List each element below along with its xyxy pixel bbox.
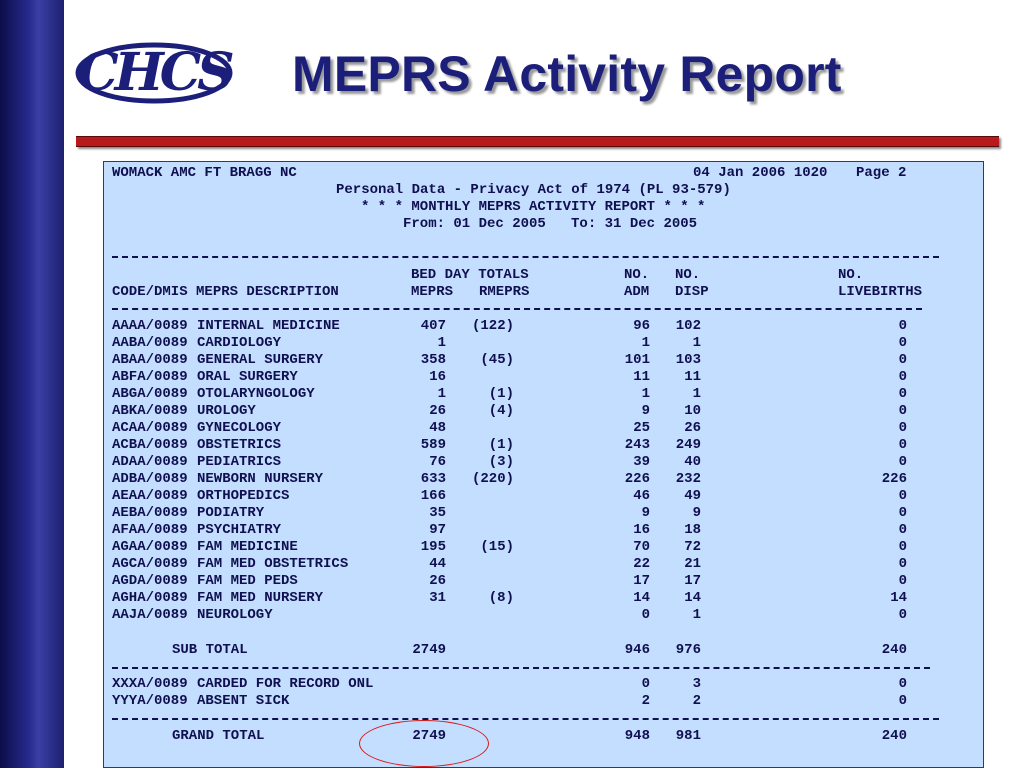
- header-bed-day-totals: BED DAY TOTALS: [411, 267, 529, 283]
- row-adm: 46: [633, 488, 650, 504]
- row-adm: 101: [624, 352, 650, 368]
- row-meprs: 48: [429, 420, 446, 436]
- row-livebirths: 0: [898, 454, 907, 470]
- row-disp: 49: [684, 488, 701, 504]
- report-title: * * * MONTHLY MEPRS ACTIVITY REPORT * * *: [361, 199, 706, 215]
- row-adm: 96: [633, 318, 650, 334]
- row-description: ORTHOPEDICS: [197, 488, 290, 504]
- row-description: CARDED FOR RECORD ONL: [197, 676, 374, 692]
- row-disp: 1: [692, 607, 701, 623]
- row-adm: 22: [633, 556, 650, 572]
- row-code: ACBA/0089: [112, 437, 188, 453]
- subtotal-livebirths: 240: [881, 642, 907, 658]
- row-code: AGDA/0089: [112, 573, 188, 589]
- subtotal-label: SUB TOTAL: [172, 642, 248, 658]
- row-adm: 226: [624, 471, 650, 487]
- header-livebirths: LIVEBIRTHS: [838, 284, 923, 300]
- row-meprs: 76: [429, 454, 446, 470]
- row-meprs: 166: [420, 488, 446, 504]
- row-adm: 11: [633, 369, 650, 385]
- row-adm: 1: [641, 386, 650, 402]
- row-meprs: 26: [429, 573, 446, 589]
- row-rmeprs: (1): [488, 437, 514, 453]
- header-adm: ADM: [624, 284, 650, 300]
- row-disp: 14: [684, 590, 701, 606]
- row-livebirths: 0: [898, 352, 907, 368]
- report-datetime: 04 Jan 2006 1020: [693, 165, 828, 181]
- row-description: INTERNAL MEDICINE: [197, 318, 340, 334]
- row-adm: 16: [633, 522, 650, 538]
- row-meprs: 26: [429, 403, 446, 419]
- row-code: AGAA/0089: [112, 539, 188, 555]
- row-description: ORAL SURGERY: [197, 369, 298, 385]
- row-code: AFAA/0089: [112, 522, 188, 538]
- row-disp: 102: [675, 318, 701, 334]
- grandtotal-meprs: 2749: [412, 728, 446, 744]
- row-code: ADBA/0089: [112, 471, 188, 487]
- grandtotal-label: GRAND TOTAL: [172, 728, 265, 744]
- row-code: AEBA/0089: [112, 505, 188, 521]
- row-livebirths: 0: [898, 607, 907, 623]
- header-rmeprs: RMEPRS: [479, 284, 530, 300]
- row-code: AAJA/0089: [112, 607, 188, 623]
- row-code: ABAA/0089: [112, 352, 188, 368]
- row-rmeprs: (15): [480, 539, 514, 555]
- row-meprs: 195: [420, 539, 446, 555]
- row-adm: 243: [624, 437, 650, 453]
- row-adm: 2: [641, 693, 650, 709]
- header-no-disp: NO.: [675, 267, 701, 283]
- row-meprs: 358: [420, 352, 446, 368]
- row-adm: 39: [633, 454, 650, 470]
- row-disp: 232: [675, 471, 701, 487]
- row-description: FAM MEDICINE: [197, 539, 298, 555]
- row-livebirths: 0: [898, 420, 907, 436]
- subtotal-adm: 946: [624, 642, 650, 658]
- row-adm: 17: [633, 573, 650, 589]
- row-livebirths: 0: [898, 693, 907, 709]
- header-no-adm: NO.: [624, 267, 650, 283]
- row-description: NEUROLOGY: [197, 607, 273, 623]
- header-disp: DISP: [675, 284, 709, 300]
- highlight-circle: [359, 720, 489, 767]
- page-title: MEPRS Activity Report: [292, 46, 842, 102]
- header-no-livebirths: NO.: [838, 267, 864, 283]
- grandtotal-adm: 948: [624, 728, 650, 744]
- row-description: FAM MED OBSTETRICS: [197, 556, 349, 572]
- row-adm: 9: [641, 403, 650, 419]
- header-meprs: MEPRS: [411, 284, 454, 300]
- divider-grandtotal: [112, 718, 939, 720]
- row-rmeprs: (8): [488, 590, 514, 606]
- row-rmeprs: (3): [488, 454, 514, 470]
- row-livebirths: 0: [898, 556, 907, 572]
- row-disp: 9: [692, 505, 701, 521]
- row-code: AABA/0089: [112, 335, 188, 351]
- row-description: FAM MED NURSERY: [197, 590, 324, 606]
- subtotal-meprs: 2749: [412, 642, 446, 658]
- row-adm: 9: [641, 505, 650, 521]
- row-adm: 70: [633, 539, 650, 555]
- row-code: AGCA/0089: [112, 556, 188, 572]
- row-rmeprs: (45): [480, 352, 514, 368]
- privacy-notice: Personal Data - Privacy Act of 1974 (PL 93-579): [336, 182, 731, 198]
- row-description: PEDIATRICS: [197, 454, 282, 470]
- row-description: GENERAL SURGERY: [197, 352, 324, 368]
- row-description: OBSTETRICS: [197, 437, 282, 453]
- row-livebirths: 0: [898, 318, 907, 334]
- title-divider: [76, 136, 999, 147]
- row-livebirths: 0: [898, 505, 907, 521]
- row-code: AAAA/0089: [112, 318, 188, 334]
- row-livebirths: 14: [890, 590, 907, 606]
- left-decor-bar: [0, 0, 64, 768]
- row-disp: 103: [675, 352, 701, 368]
- row-description: ABSENT SICK: [197, 693, 290, 709]
- report-period: From: 01 Dec 2005 To: 31 Dec 2005: [403, 216, 698, 232]
- row-adm: 25: [633, 420, 650, 436]
- row-disp: 21: [684, 556, 701, 572]
- report-panel: [103, 161, 984, 768]
- row-disp: 1: [692, 335, 701, 351]
- grandtotal-livebirths: 240: [881, 728, 907, 744]
- row-disp: 1: [692, 386, 701, 402]
- row-description: UROLOGY: [197, 403, 256, 419]
- row-code: ABKA/0089: [112, 403, 188, 419]
- row-adm: 0: [641, 676, 650, 692]
- row-rmeprs: (4): [488, 403, 514, 419]
- logo-lettering: CHCS: [77, 42, 231, 103]
- divider-top: [112, 256, 939, 258]
- row-disp: 17: [684, 573, 701, 589]
- row-code: ADAA/0089: [112, 454, 188, 470]
- row-description: FAM MED PEDS: [197, 573, 298, 589]
- row-code: ABFA/0089: [112, 369, 188, 385]
- row-rmeprs: (122): [472, 318, 515, 334]
- page-number: Page 2: [856, 165, 907, 181]
- row-disp: 3: [692, 676, 701, 692]
- row-rmeprs: (220): [472, 471, 515, 487]
- row-livebirths: 0: [898, 488, 907, 504]
- row-description: PSYCHIATRY: [197, 522, 282, 538]
- row-disp: 2: [692, 693, 701, 709]
- row-adm: 1: [641, 335, 650, 351]
- row-livebirths: 226: [881, 471, 907, 487]
- row-livebirths: 0: [898, 335, 907, 351]
- row-meprs: 97: [429, 522, 446, 538]
- row-meprs: 44: [429, 556, 446, 572]
- row-description: PODIATRY: [197, 505, 265, 521]
- row-description: CARDIOLOGY: [197, 335, 282, 351]
- row-meprs: 407: [420, 318, 446, 334]
- divider-header: [112, 308, 922, 310]
- row-disp: 26: [684, 420, 701, 436]
- row-meprs: 16: [429, 369, 446, 385]
- row-description: OTOLARYNGOLOGY: [197, 386, 315, 402]
- row-livebirths: 0: [898, 573, 907, 589]
- subtotal-disp: 976: [675, 642, 701, 658]
- row-description: NEWBORN NURSERY: [197, 471, 324, 487]
- divider-subtotal: [112, 667, 930, 669]
- row-code: YYYA/0089: [112, 693, 188, 709]
- row-livebirths: 0: [898, 386, 907, 402]
- row-livebirths: 0: [898, 522, 907, 538]
- row-adm: 14: [633, 590, 650, 606]
- row-meprs: 1: [437, 386, 446, 402]
- row-code: ABGA/0089: [112, 386, 188, 402]
- row-disp: 72: [684, 539, 701, 555]
- row-disp: 11: [684, 369, 701, 385]
- row-disp: 40: [684, 454, 701, 470]
- grandtotal-disp: 981: [675, 728, 701, 744]
- row-disp: 10: [684, 403, 701, 419]
- row-rmeprs: (1): [488, 386, 514, 402]
- row-livebirths: 0: [898, 676, 907, 692]
- row-code: AEAA/0089: [112, 488, 188, 504]
- facility-name: WOMACK AMC FT BRAGG NC: [112, 165, 297, 181]
- row-code: AGHA/0089: [112, 590, 188, 606]
- row-livebirths: 0: [898, 437, 907, 453]
- row-livebirths: 0: [898, 539, 907, 555]
- row-description: GYNECOLOGY: [197, 420, 282, 436]
- header-code-desc: CODE/DMIS MEPRS DESCRIPTION: [112, 284, 339, 300]
- row-adm: 0: [641, 607, 650, 623]
- row-disp: 249: [675, 437, 701, 453]
- row-code: XXXA/0089: [112, 676, 188, 692]
- chcs-logo: [74, 30, 234, 116]
- row-livebirths: 0: [898, 403, 907, 419]
- row-livebirths: 0: [898, 369, 907, 385]
- row-code: ACAA/0089: [112, 420, 188, 436]
- row-meprs: 589: [420, 437, 446, 453]
- row-disp: 18: [684, 522, 701, 538]
- row-meprs: 31: [429, 590, 446, 606]
- row-meprs: 1: [437, 335, 446, 351]
- row-meprs: 35: [429, 505, 446, 521]
- row-meprs: 633: [420, 471, 446, 487]
